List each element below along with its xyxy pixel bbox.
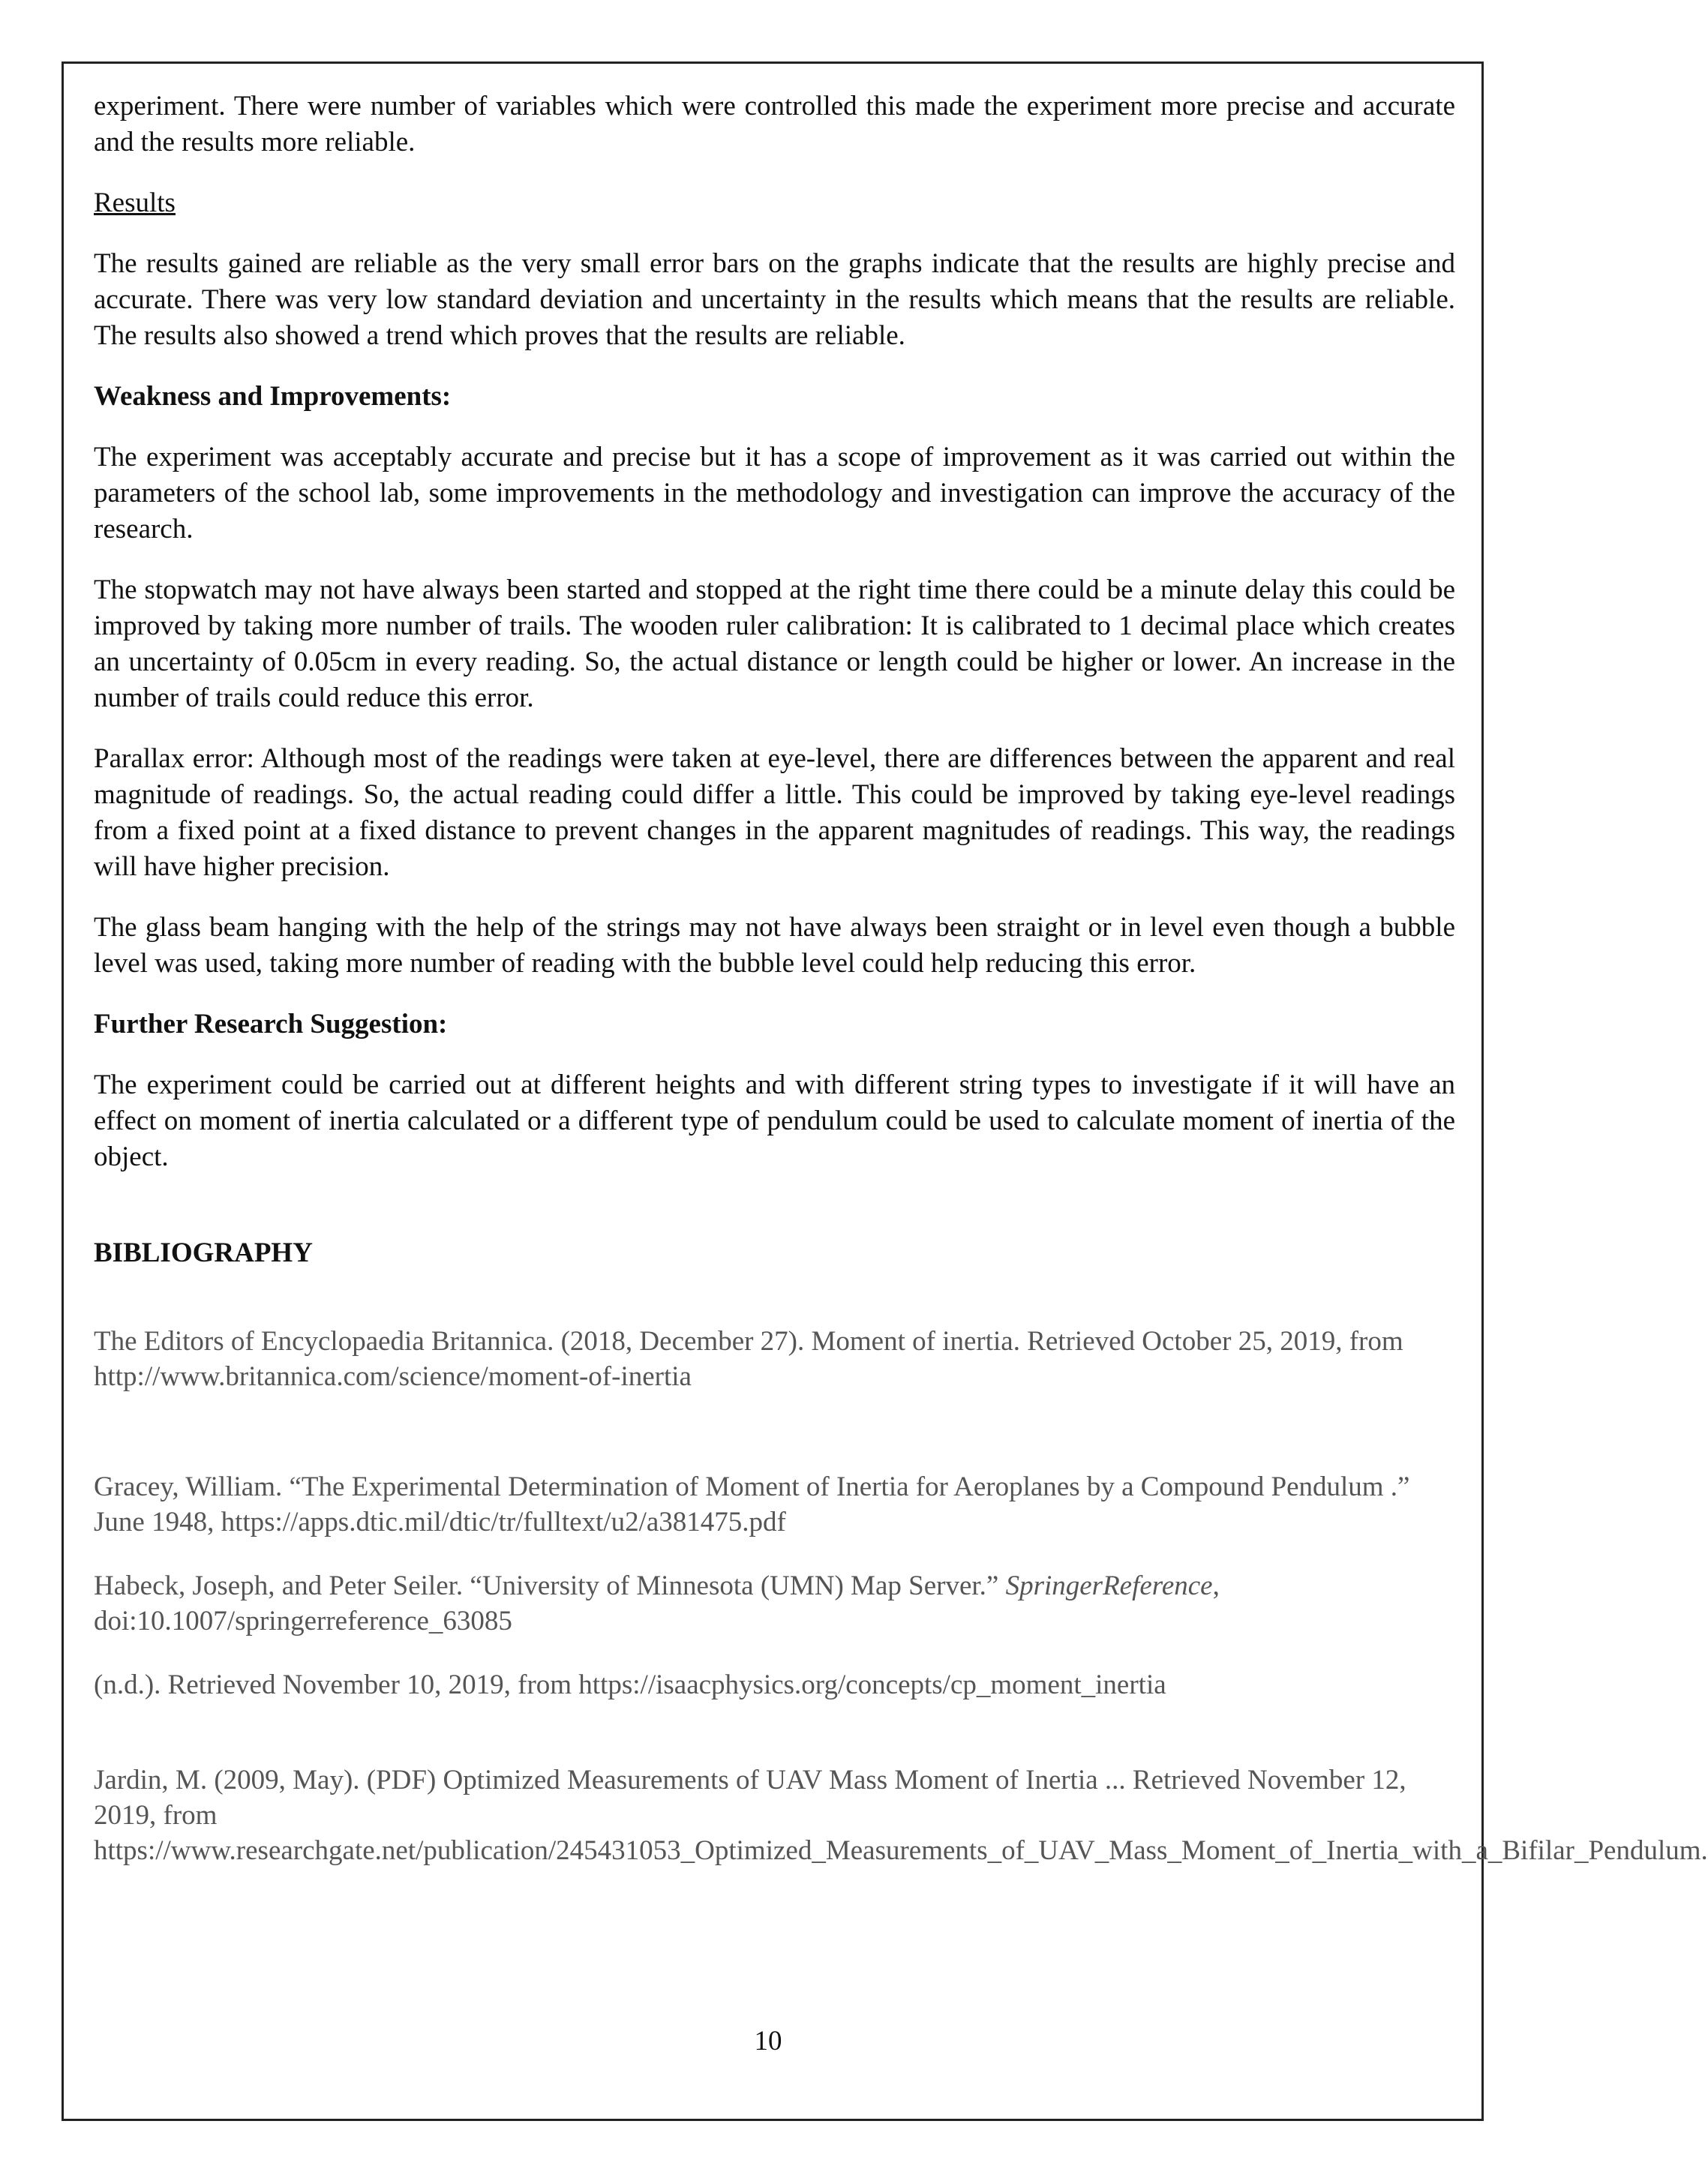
further-research-paragraph: The experiment could be carried out at different heights and with different string types to investigate if it will have an effect on moment of inertia calculated or a different type of pendulum could be used to calculate moment of inertia of the object. [94,1070,1455,1172]
bibliography-entry-3-text-after: , doi:10.1007/springerreference_63085 [94,1570,1220,1636]
weakness-paragraph-4: The glass beam hanging with the help of the strings may not have always been straight or in level even though a bubble level was used, taking more number of reading with the bubble level could help reducing this error. [94,912,1455,979]
weakness-paragraph-3: Parallax error: Although most of the readings were taken at eye-level, there are differences between the apparent and real magnitude of readings. So, the actual reading could differ a little. This could be improved by taking eye-level readings from a fixed point at a fixed distance to prevent changes in the apparent magnitudes of readings. This way, the readings will have higher precision. [94,743,1455,882]
bibliography-entry-3 [94,1568,1455,1639]
bibliography-entry-2: Gracey, William. “The Experimental Determination of Moment of Inertia for Aeroplanes by a Compound Pendulum .” June 1948, https://apps.dtic.mil/dtic/tr/fulltext/u2/a381475.pdf [94,1472,1410,1538]
weakness-heading: Weakness and Improvements: [94,381,452,412]
intro-paragraph: experiment. There were number of variables which were controlled this made the experiment more precise and accurate and the results more reliable. [94,91,1455,158]
bibliography-entry-3-journal: SpringerReference [1005,1570,1213,1601]
weakness-paragraph-2: The stopwatch may not have always been started and stopped at the right time there could be a minute delay this could be improved by taking more number of trails. The wooden ruler calibration: It is calibrated to 1 decimal place which creates an uncertainty of 0.05cm in every reading. So, the actual distance or length could be higher or lower. An increase in the number of trails could reduce this error. [94,574,1455,713]
results-heading: Results [94,188,176,218]
bibliography-entry-4: (n.d.). Retrieved November 10, 2019, from https://isaacphysics.org/concepts/cp_moment_inertia [94,1670,1166,1700]
further-research-heading: Further Research Suggestion: [94,1009,448,1040]
results-paragraph: The results gained are reliable as the very small error bars on the graphs indicate that the results are highly precise and accurate. There was very low standard deviation and uncertainty in the results which means that the results are reliable. The results also showed a trend which proves that the results are reliable. [94,248,1455,351]
page-content [94,88,1708,1868]
bibliography-entry-1: The Editors of Encyclopaedia Britannica. (2018, December 27). Moment of inertia. Retrieved October 25, 2019, from http://www.britannica.com/science/moment-of-inertia [94,1326,1403,1392]
bibliography-heading: BIBLIOGRAPHY [94,1238,313,1268]
weakness-paragraph-1: The experiment was acceptably accurate and precise but it has a scope of improvement as it was carried out within the parameters of the school lab, some improvements in the methodology and investigation can improve the accuracy of the research. [94,442,1455,544]
page-number: 10 [754,2026,782,2056]
bibliography-entry-3-text-before: Habeck, Joseph, and Peter Seiler. “University of Minnesota (UMN) Map Server.” [94,1570,1006,1601]
bibliography-entry-5: Jardin, M. (2009, May). (PDF) Optimized Measurements of UAV Mass Moment of Inertia ... Retrieved November 12, 2019, from https://www.researchgate.net/publication/245431053_Optimized_Measurements_of_UAV_Mass_Moment_of_Inertia_with_a_Bifilar_Pendulum. [94,1765,1708,1866]
